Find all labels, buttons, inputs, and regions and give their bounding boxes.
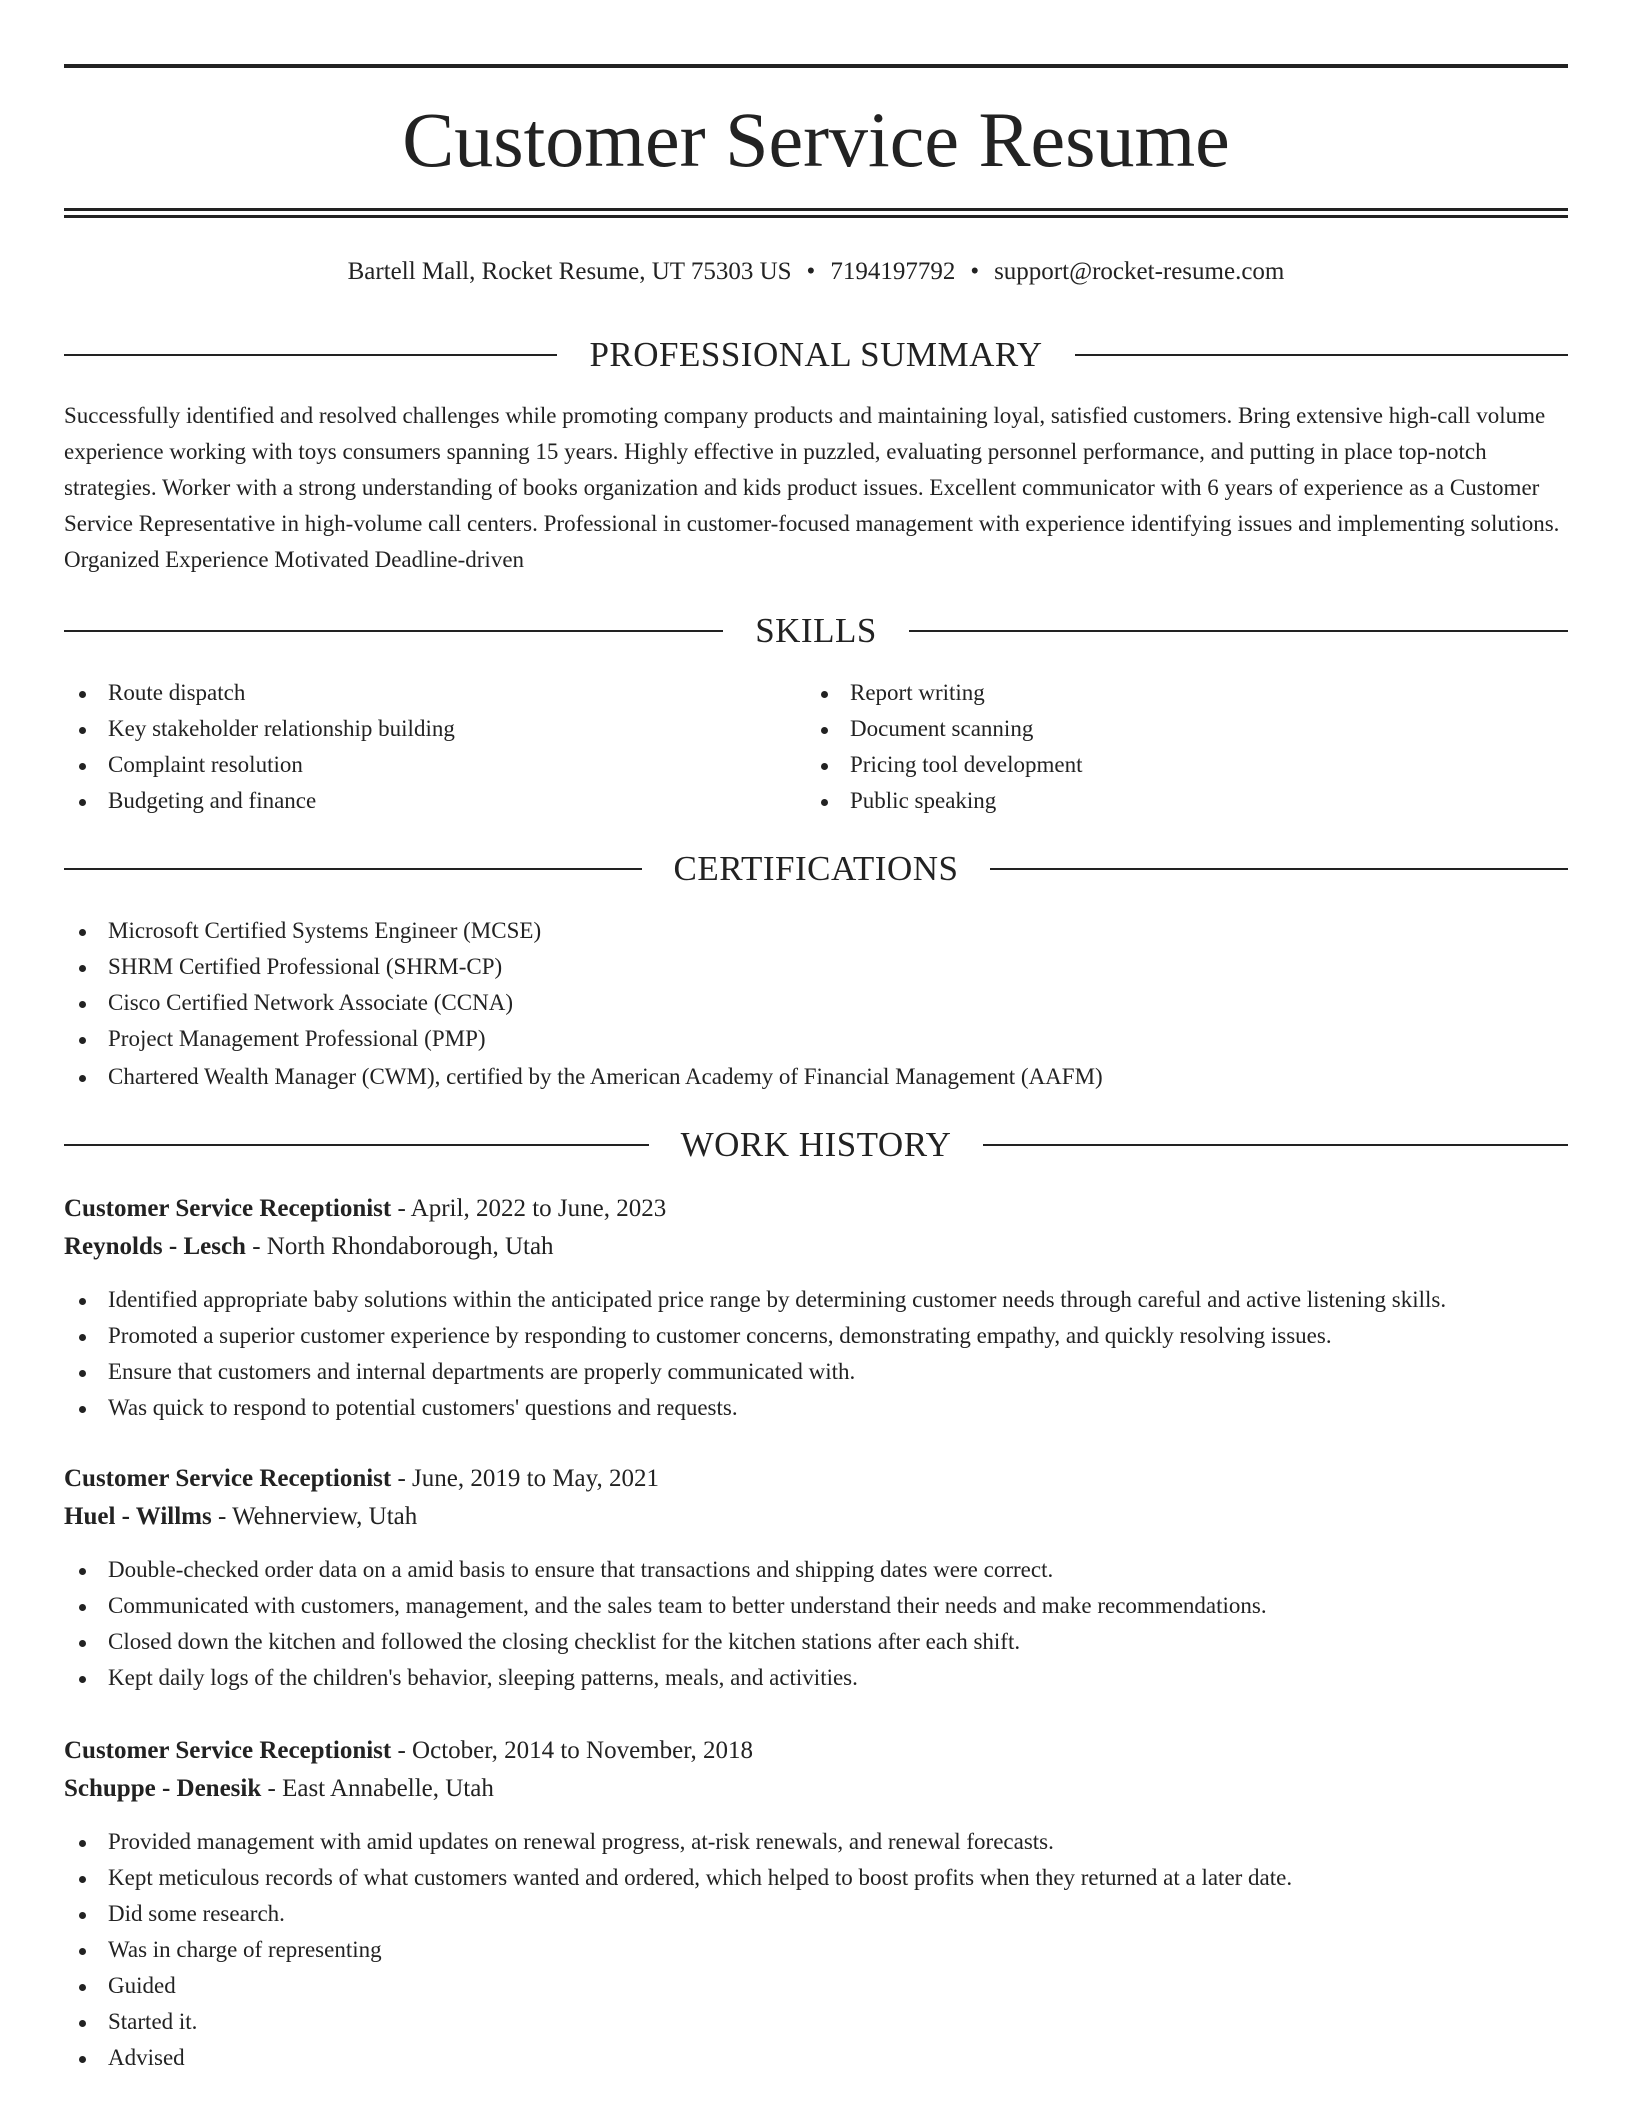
job-company: Schuppe - Denesik — [64, 1775, 262, 1802]
job-title: Customer Service Receptionist — [64, 1737, 392, 1764]
certification-item: SHRM Certified Professional (SHRM-CP) — [64, 949, 1568, 985]
skill-item: Budgeting and finance — [64, 783, 804, 819]
certification-item: Chartered Wealth Manager (CWM), certified by the American Academy of Financial Management (AAFM) — [64, 1059, 1568, 1095]
job-bullet: Closed down the kitchen and followed the closing checklist for the kitchen stations after each shift. — [64, 1624, 1568, 1660]
job-bullet: Started it. — [64, 2004, 1568, 2040]
job-company: Huel - Willms — [64, 1503, 212, 1530]
heading-rule — [64, 354, 557, 356]
skills-heading — [64, 609, 1568, 653]
section-title: SKILLS — [755, 611, 877, 650]
job-dates: - April, 2022 to June, 2023 — [391, 1195, 667, 1222]
job-bullet: Ensure that customers and internal departments are properly communicated with. — [64, 1354, 1568, 1390]
job-entry — [64, 1732, 1568, 2076]
job-entry — [64, 1190, 1568, 1426]
title-double-rule — [64, 208, 1568, 218]
job-bullet: Communicated with customers, management, and the sales team to better understand their needs and make recommendations. — [64, 1588, 1568, 1624]
section-title: WORK HISTORY — [680, 1125, 952, 1164]
skill-item: Pricing tool development — [806, 747, 1546, 783]
skills-list-right — [806, 675, 1546, 819]
job-title: Customer Service Receptionist — [64, 1465, 392, 1492]
heading-rule — [983, 1144, 1568, 1146]
work-history-heading — [64, 1123, 1568, 1167]
contact-address: Bartell Mall, Rocket Resume, UT 75303 US — [347, 258, 792, 285]
section-title: PROFESSIONAL SUMMARY — [589, 335, 1043, 374]
job-bullet: Guided — [64, 1968, 1568, 2004]
job-bullets — [64, 1282, 1568, 1426]
job-location: - East Annabelle, Utah — [261, 1775, 494, 1802]
job-bullet: Identified appropriate baby solutions within the anticipated price range by determining customer needs through careful and active listening skills. — [64, 1282, 1568, 1318]
heading-rule — [64, 868, 642, 870]
contact-phone: 7194197792 — [830, 258, 956, 285]
skill-item: Public speaking — [806, 783, 1546, 819]
job-dates: - October, 2014 to November, 2018 — [391, 1737, 754, 1764]
job-entry — [64, 1460, 1568, 1696]
certifications-heading — [64, 847, 1568, 891]
job-bullet: Promoted a superior customer experience by responding to customer concerns, demonstrating empathy, and quickly resolving issues. — [64, 1318, 1568, 1354]
contact-separator: • — [970, 258, 980, 285]
skill-item: Route dispatch — [64, 675, 804, 711]
job-bullet: Double-checked order data on a amid basis to ensure that transactions and shipping dates were correct. — [64, 1552, 1568, 1588]
heading-rule — [64, 630, 723, 632]
job-title-line — [64, 1732, 1568, 1770]
job-title: Customer Service Receptionist — [64, 1195, 392, 1222]
certification-item: Project Management Professional (PMP) — [64, 1021, 1568, 1057]
job-bullet: Advised — [64, 2040, 1568, 2076]
job-bullet: Kept meticulous records of what customers wanted and ordered, which helped to boost profits when they returned at a later date. — [64, 1860, 1568, 1896]
contact-email: support@rocket-resume.com — [994, 258, 1285, 285]
heading-rule — [990, 868, 1568, 870]
contact-line — [64, 254, 1568, 290]
heading-rule — [909, 630, 1568, 632]
job-company-line — [64, 1228, 1568, 1266]
top-rule — [64, 64, 1568, 68]
job-bullets — [64, 1824, 1568, 2076]
job-company-line — [64, 1498, 1568, 1536]
job-company-line — [64, 1770, 1568, 1808]
job-bullet: Provided management with amid updates on renewal progress, at-risk renewals, and renewal forecasts. — [64, 1824, 1568, 1860]
job-title-line — [64, 1190, 1568, 1228]
job-company: Reynolds - Lesch — [64, 1233, 246, 1260]
job-dates: - June, 2019 to May, 2021 — [391, 1465, 660, 1492]
skill-item: Key stakeholder relationship building — [64, 711, 804, 747]
job-bullets — [64, 1552, 1568, 1696]
section-title: CERTIFICATIONS — [673, 849, 959, 888]
job-bullet: Kept daily logs of the children's behavior, sleeping patterns, meals, and activities. — [64, 1660, 1568, 1696]
job-bullet: Was quick to respond to potential customers' questions and requests. — [64, 1390, 1568, 1426]
certifications-list — [64, 913, 1568, 1095]
summary-heading — [64, 333, 1568, 377]
skill-item: Document scanning — [806, 711, 1546, 747]
document-title: Customer Service Resume — [402, 96, 1230, 183]
job-location: - Wehnerview, Utah — [211, 1503, 418, 1530]
heading-rule — [1075, 354, 1568, 356]
heading-rule — [64, 1144, 649, 1146]
job-title-line — [64, 1460, 1568, 1498]
skill-item: Complaint resolution — [64, 747, 804, 783]
skills-list-left — [64, 675, 804, 819]
job-bullet: Was in charge of representing — [64, 1932, 1568, 1968]
summary-text: Successfully identified and resolved challenges while promoting company products and maintaining loyal, satisfied customers. Bring extensive high-call volume experience working with toys consumers spanning 15 years. Highly effective in puzzled, evaluating personnel performance, and putting in place top-notch strategies. Worker with a strong understanding of books organization and kids product issues. Excellent communicator with 6 years of experience as a Customer Service Representative in high-volume call centers. Professional in customer-focused management with experience identifying issues and implementing solutions. Organized Experience Motivated Deadline-driven — [64, 403, 1560, 572]
job-bullet: Did some research. — [64, 1896, 1568, 1932]
job-location: - North Rhondaborough, Utah — [245, 1233, 554, 1260]
skill-item: Report writing — [806, 675, 1546, 711]
contact-separator: • — [806, 258, 816, 285]
certification-item: Cisco Certified Network Associate (CCNA) — [64, 985, 1568, 1021]
certification-item: Microsoft Certified Systems Engineer (MCSE) — [64, 913, 1568, 949]
